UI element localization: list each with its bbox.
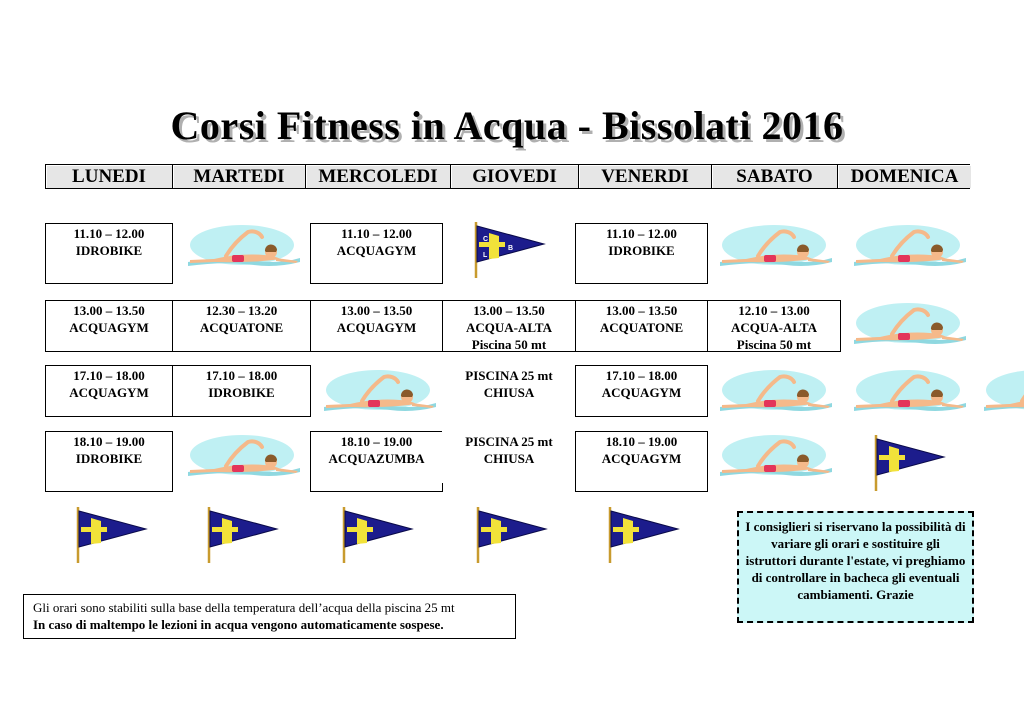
note-line-1: Gli orari sono stabiliti sulla base della temperatura dell’acqua della piscina 25 mt: [33, 600, 455, 615]
class-time: 11.10 – 12.00: [73, 226, 145, 241]
pennant-flag-icon: [606, 505, 682, 565]
class-time: 13.00 – 13.50: [73, 303, 145, 318]
class-name: ACQUATONE: [199, 320, 284, 335]
page-title: Corsi Fitness in Acqua - Bissolati 2016: [170, 103, 844, 148]
class-name: ACQUA-ALTA: [731, 320, 817, 335]
pool-closed-line1: PISCINA 25 mt: [465, 368, 553, 383]
class-cell: [45, 300, 173, 352]
class-time: 18.10 – 19.00: [340, 434, 413, 449]
class-cell: [310, 431, 443, 492]
class-name: IDROBIKE: [208, 385, 275, 400]
class-time: 17.10 – 18.00: [205, 368, 278, 383]
class-cell: [707, 300, 841, 352]
class-location: Piscina 50 mt: [736, 337, 812, 352]
class-name: IDROBIKE: [608, 243, 675, 258]
day-friday: VENERDI: [579, 165, 712, 188]
swimmer-icon: [850, 222, 970, 270]
temperature-note: [23, 594, 516, 639]
class-time: 13.00 – 13.50: [605, 303, 678, 318]
pennant-flag-icon: [340, 505, 416, 565]
staff-notice: I consiglieri si riservano la possibilità di variare gli orari e sostituire gli istruttori durante l'estate, vi preghiamo di controllare in bacheca gli eventuali cambiamenti. Grazie: [737, 511, 974, 623]
class-cell: [310, 300, 443, 352]
class-name: ACQUAGYM: [336, 243, 417, 258]
class-name: ACQUAGYM: [601, 451, 682, 466]
pool-closed-line1: PISCINA 25 mt: [465, 434, 553, 449]
pool-closed-note: [442, 431, 576, 483]
class-name: IDROBIKE: [75, 243, 143, 258]
class-cell: [172, 365, 311, 417]
pennant-flag-icon: [474, 505, 550, 565]
class-time: 13.00 – 13.50: [340, 303, 413, 318]
swimmer-icon-partial: [980, 367, 1024, 415]
class-time: 17.10 – 18.00: [605, 368, 678, 383]
class-name: ACQUAGYM: [69, 320, 149, 335]
swimmer-icon: [184, 432, 304, 480]
swimmer-icon: [320, 367, 440, 415]
class-time: 18.10 – 19.00: [605, 434, 678, 449]
pool-closed-note: [442, 365, 576, 417]
class-cell: [575, 223, 708, 284]
pennant-flag-icon: [472, 220, 548, 280]
class-time: 11.10 – 12.00: [606, 226, 677, 241]
pennant-flag-icon: [74, 505, 150, 565]
pennant-letter-b: B: [508, 245, 514, 252]
class-time: 12.10 – 13.00: [738, 303, 810, 318]
class-time: 12.30 – 13.20: [205, 303, 278, 318]
swimmer-icon: [716, 222, 836, 270]
class-name: ACQUAGYM: [69, 385, 149, 400]
class-time: 18.10 – 19.00: [73, 434, 145, 449]
day-sunday: DOMENICA: [838, 165, 971, 188]
day-monday: LUNEDI: [46, 165, 173, 188]
class-cell: [172, 300, 311, 352]
class-name: ACQUATONE: [599, 320, 684, 335]
class-cell: [575, 431, 708, 492]
class-name: ACQUAGYM: [601, 385, 682, 400]
class-cell: [442, 300, 576, 352]
pennant-flag-icon: [205, 505, 281, 565]
class-cell: [45, 365, 173, 417]
swimmer-icon: [850, 300, 970, 348]
swimmer-icon: [716, 367, 836, 415]
class-cell: [575, 300, 708, 352]
class-cell: [45, 223, 173, 284]
swimmer-icon: [850, 367, 970, 415]
day-saturday: SABATO: [712, 165, 838, 188]
class-name: ACQUA-ALTA: [466, 320, 552, 335]
day-tuesday: MARTEDI: [173, 165, 306, 188]
weekday-header: [45, 164, 970, 189]
day-thursday: GIOVEDI: [451, 165, 579, 188]
class-cell: [45, 431, 173, 492]
day-wednesday: MERCOLEDI: [306, 165, 451, 188]
pennant-flag-icon: [872, 433, 948, 493]
class-name: IDROBIKE: [75, 451, 143, 466]
pool-closed-line2: CHIUSA: [483, 385, 535, 400]
class-time: 13.00 – 13.50: [473, 303, 545, 318]
pennant-letter-l: L: [483, 252, 488, 259]
class-name: ACQUAZUMBA: [328, 451, 425, 466]
class-name: ACQUAGYM: [336, 320, 417, 335]
swimmer-icon: [184, 222, 304, 270]
class-location: Piscina 50 mt: [471, 337, 547, 352]
swimmer-icon: [716, 432, 836, 480]
pennant-letter-c: C: [483, 236, 489, 243]
pool-closed-line2: CHIUSA: [483, 451, 535, 466]
class-time: 11.10 – 12.00: [341, 226, 412, 241]
note-line-2: In caso di maltempo le lezioni in acqua vengono automaticamente sospese.: [33, 617, 444, 632]
class-cell: [575, 365, 708, 417]
class-time: 17.10 – 18.00: [73, 368, 145, 383]
class-cell: [310, 223, 443, 284]
